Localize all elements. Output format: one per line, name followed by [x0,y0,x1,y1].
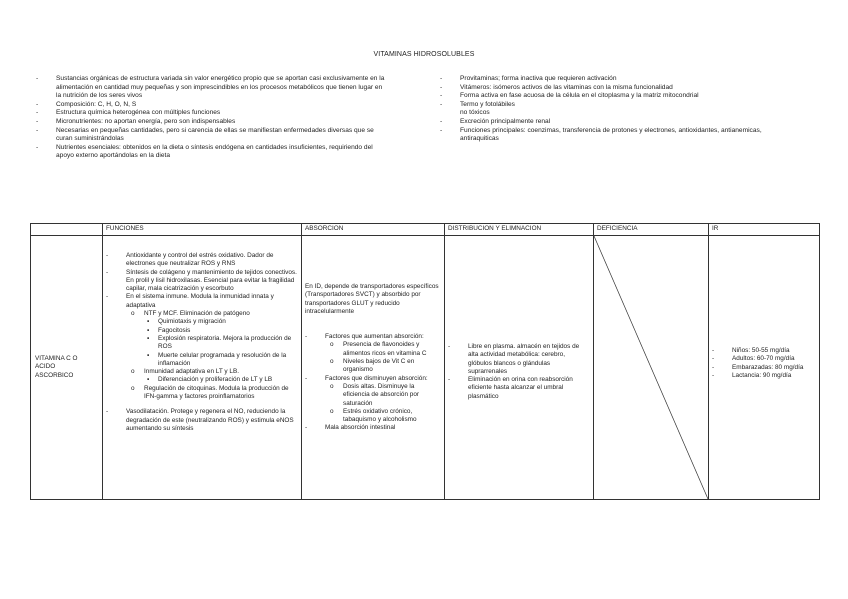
list-item: - Mala absorción intestinal [305,424,441,432]
list-item: - Forma activa en fase acuosa de la célula en el citoplasma y la matriz mitocondrial [440,92,790,101]
vitamin-table [30,223,820,500]
row-label-line: ACIDO [35,363,56,371]
header-empty [31,224,103,236]
list-item [305,333,441,374]
empty-cell-diagonal [594,236,708,499]
absorcion-intro: En ID, depende de transportadores específicos (Transportadores SVCT) y absorbido por transportadores GLUT y reducido intracelularmente [305,283,439,315]
list-item: - Vasodilatación. Protege y regenera el NO, reduciendo la degradación de este (neutralizando ROS) y estimula eNOS aumentando su síntesis [106,408,298,433]
page-title: VITAMINAS HIDROSOLUBLES [373,51,475,58]
list-item: - Vitámeros: isómeros activos de las vitaminas con la misma funcionalidad [440,84,790,93]
list-item-text: En el sistema inmune. Modula la inmunidad innata y adaptativa [126,293,274,309]
cell-absorcion [302,236,445,500]
list-item: - Estructura química heterogénea con múltiples funciones [36,109,388,118]
list-item: - Necesarias en pequeñas cantidades, pero si carencia de ellas se manifiestan enfermedades diversas que se curan suministrándolas [36,127,388,144]
list-item: ▪ Explosión respiratoria. Mejora la producción de ROS [144,335,298,352]
list-item-text: NTF y MCF. Eliminación de patógeno [144,310,250,318]
intro-left-list [36,75,388,161]
list-item: ▪ Diferenciación y proliferación de LT y LB [144,376,298,384]
table-header-row [31,224,820,236]
cell-distribucion [445,236,594,500]
cell-deficiencia [594,236,709,500]
list-item: ▪ Fagocitosis [144,327,298,335]
list-item [126,310,298,368]
list-item: - Sustancias orgánicas de estructura variada sin valor energético propio que se aportan casi exclusivamente en la alimentación en cantidad muy pequeñas y son imprescindibles en los procesos metabólicos que tienen lugar en la nutrición de los seres vivos [36,75,388,101]
list-item: - Micronutrientes: no aportan energía, pero son indispensables [36,118,388,127]
list-item: - Composición: C, H, O, N, S [36,101,388,110]
row-label-line: ASCORBICO [35,371,74,379]
list-item: o Regulación de citoquinas. Modula la producción de IFN-gamma y factores proinflamatorios [126,385,298,402]
list-item: - Lactancia: 90 mg/día [712,372,816,380]
list-item-text: Inmunidad adaptativa en LT y LB. [144,368,239,376]
list-item: - Excreción principalmente renal [440,118,790,127]
header-distribucion: DISTRIBUCION Y ELIMNACION [445,224,594,236]
list-item: - Niños: 50-55 mg/día [712,347,816,355]
list-item: - Antioxidante y control del estrés oxidativo. Dador de electrones que neutralizar ROS y RNS [106,252,298,269]
header-funciones: FUNCIONES [103,224,302,236]
list-item: ▪ Quimiotaxis y migración [144,318,298,326]
list-item: - Libre en plasma. almacén en tejidos de alta actividad metabólica: cerebro, glóbulos blancos o glándulas suprarrenales [448,343,590,376]
list-item: no tóxicos [460,109,490,117]
list-item [305,375,441,425]
row-label-line: VITAMINA C O [35,355,78,363]
list-item: - Termo y fotolábiles [440,101,790,110]
list-item: o Presencia de flavonoides y alimentos ricos en vitamina C [325,341,441,358]
list-item: - Nutrientes esenciales: obtenidos en la dieta o síntesis endógena en cantidades insuficientes, requiriendo del apoyo externo aportándolas en la dieta [36,144,388,161]
list-item: o Estrés oxidativo crónico, tabaquismo y alcoholismo [325,408,441,425]
list-item: ▪ Muerte celular programada y resolución de la inflamación [144,352,298,369]
list-item: o Dosis altas. Disminuye la eficiencia de absorción por saturación [325,383,441,408]
cell-funciones [103,236,302,500]
intro-right-list [440,75,790,144]
list-item-text: Factores que disminuyen absorción: [325,374,428,382]
row-label-vitamina-c [31,236,103,500]
list-item: - Adultos: 60-70 mg/día [712,355,816,363]
list-item [106,293,298,401]
header-ir: IR [709,224,820,236]
cell-ir [709,236,820,500]
list-item-text: Factores que aumentan absorción: [325,333,424,341]
header-absorcion: ABSORCION [302,224,445,236]
list-item: - Provitaminas; forma inactiva que requieren activación [440,75,790,84]
table-row [31,236,820,500]
header-deficiencia: DEFICIENCIA [594,224,709,236]
list-item: - Funciones principales: coenzimas, transferencia de protones y electrones, antioxidantes, antianemicas, antiraquiticas [440,127,790,144]
list-item: o Niveles bajos de Vit C en organismo [325,358,441,375]
list-item: - Embarazadas: 80 mg/día [712,364,816,372]
list-item [126,368,298,385]
list-item: - Síntesis de colágeno y mantenimiento de tejidos conectivos. En prolil y lisil hidroxilasas. Esencial para evitar la fragilidad capilar, mala cicatrización y escorbuto [106,269,298,294]
list-item: - Eliminación en orina con reabsorción eficiente hasta alcanzar el umbral plasmático [448,376,590,401]
